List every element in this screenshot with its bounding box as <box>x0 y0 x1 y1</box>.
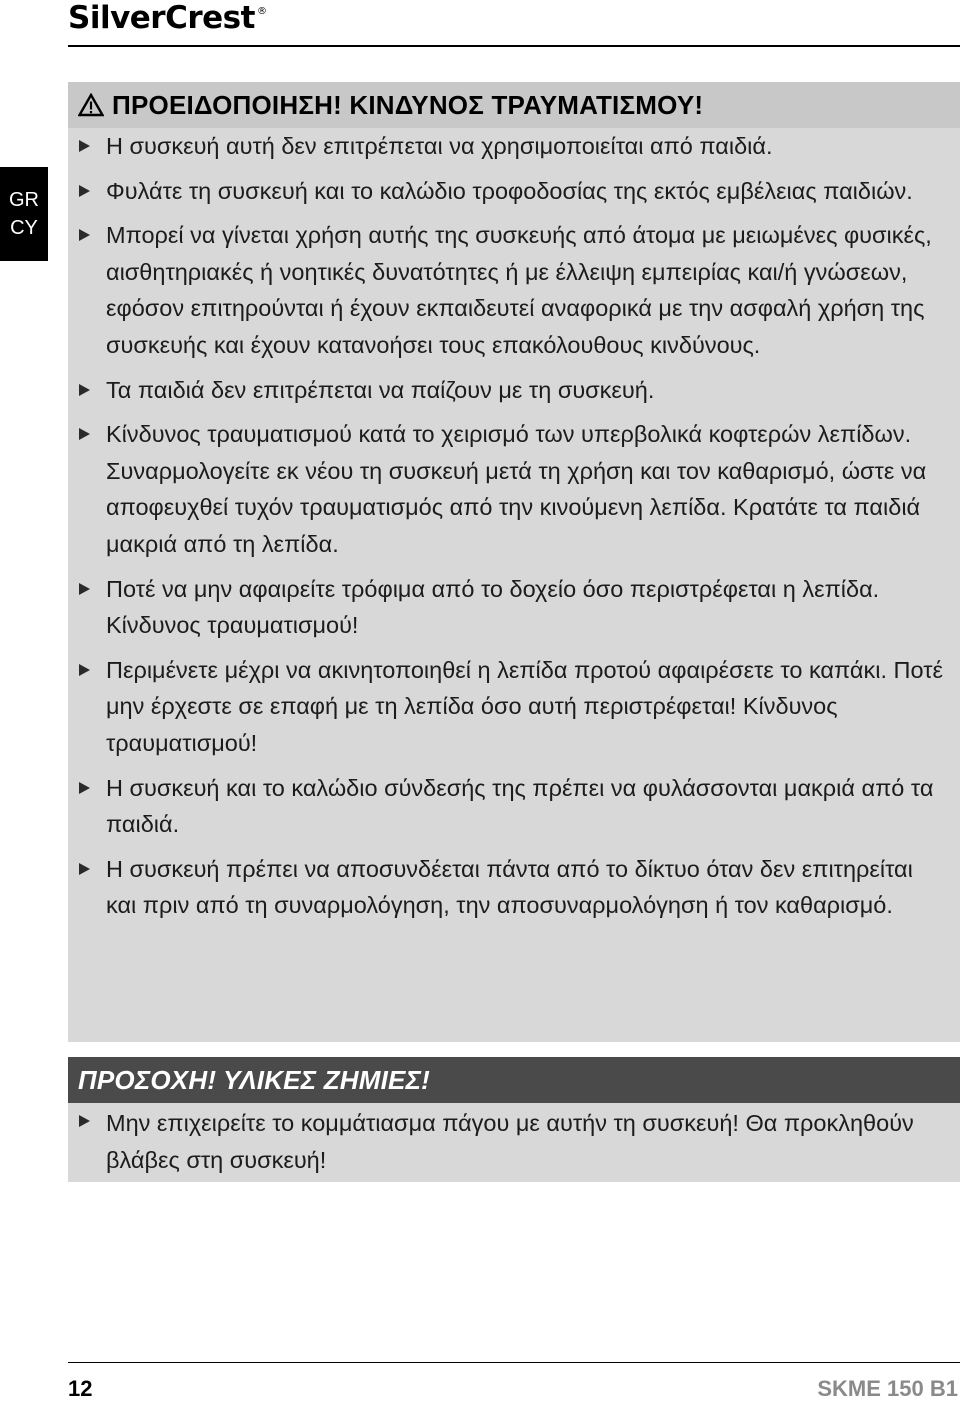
registered-mark: ® <box>256 6 267 17</box>
footer-divider <box>68 1362 960 1363</box>
page-number: 12 <box>68 1376 93 1401</box>
warning-triangle-icon <box>78 93 104 117</box>
bullet-arrow-icon <box>79 1115 90 1127</box>
list-item <box>68 416 960 562</box>
bullet-arrow-icon <box>79 185 90 197</box>
list-item-text: Η συσκευή πρέπει να αποσυνδέεται πάντα από το δίκτυο όταν δεν επιτηρείται και πριν από τη συναρμολόγηση, την αποσυναρμολόγηση ή τον καθαρισμό. <box>106 855 913 919</box>
list-item <box>68 770 960 843</box>
bullet-arrow-icon <box>79 384 90 396</box>
caution-heading: ΠΡΟΣΟΧΗ! ΥΛΙΚΕΣ ΖΗΜΙΕΣ! <box>78 1064 430 1095</box>
language-code-cy: CY <box>10 217 38 239</box>
list-item <box>68 1103 960 1178</box>
warning-heading: ΠΡΟΕΙΔΟΠΟΙΗΣΗ! ΚΙΝΔΥΝΟΣ ΤΡΑΥΜΑΤΙΣΜΟΥ! <box>112 89 704 120</box>
warning-section <box>68 82 960 1042</box>
list-item <box>68 173 960 210</box>
bullet-arrow-icon <box>79 863 90 875</box>
bullet-arrow-icon <box>79 428 90 440</box>
list-item-text: Μην επιχειρείτε το κομμάτιασμα πάγου με αυτήν τη συσκευή! Θα προκληθούν βλάβες στη συσκευή! <box>106 1110 914 1173</box>
list-item-text: Περιμένετε μέχρι να ακινητοποιηθεί η λεπίδα προτού αφαιρέσετε το καπάκι. Ποτέ μην έρχεστε σε επαφή με τη λεπίδα όσο αυτή περιστρέφεται! Κίνδυνος τραυματισμού! <box>106 656 943 756</box>
language-tab <box>0 167 48 261</box>
warning-heading-bar <box>68 82 960 128</box>
brand-logo <box>68 0 266 36</box>
list-item-text: Η συσκευή αυτή δεν επιτρέπεται να χρησιμοποιείται από παιδιά. <box>106 133 773 159</box>
brand-name: SilverCrest <box>68 0 255 36</box>
caution-section <box>68 1057 960 1182</box>
list-item-text: Τα παιδιά δεν επιτρέπεται να παίζουν με τη συσκευή. <box>106 376 655 403</box>
bullet-arrow-icon <box>79 782 90 794</box>
list-item-text: Κίνδυνος τραυματισμού κατά το χειρισμό των υπερβολικά κοφτερών λεπίδων. Συναρμολογείτε εκ νέου τη συσκευή μετά τη χρήση και τον καθαρισμό, ώστε να αποφευχθεί τυχόν τραυματισμός από την κινούμενη λεπίδα. Κρατάτε τα παιδιά μακριά από τη λεπίδα. <box>106 421 927 557</box>
caution-list <box>68 1103 960 1178</box>
bullet-arrow-icon <box>79 664 90 676</box>
bullet-arrow-icon <box>79 583 90 595</box>
list-item-text: Η συσκευή και το καλώδιο σύνδεσής της πρέπει να φυλάσσονται μακριά από τα παιδιά. <box>106 774 934 838</box>
warning-list <box>68 128 960 924</box>
list-item <box>68 652 960 762</box>
list-item-text: Ποτέ να μην αφαιρείτε τρόφιμα από το δοχείο όσο περιστρέφεται η λεπίδα. Κίνδυνος τραυματισμού! <box>106 575 880 639</box>
list-item <box>68 851 960 924</box>
list-item <box>68 128 960 165</box>
list-item <box>68 217 960 363</box>
model-number: SKME 150 B1 <box>817 1376 958 1401</box>
list-item-text: Φυλάτε τη συσκευή και το καλώδιο τροφοδοσίας της εκτός εμβέλειας παιδιών. <box>106 177 913 204</box>
list-item-text: Μπορεί να γίνεται χρήση αυτής της συσκευής από άτομα με μειωμένες φυσικές, αισθητηριακές ή νοητικές δυνατότητες ή με έλλειψη εμπειρίας και/ή γνώσεων, εφόσον επιτηρούνται ή έχουν εκπαιδευτεί αναφορικά με την ασφαλή χρήση της συσκευής και έχουν κατανοήσει τους επακόλουθους κινδύνους. <box>106 222 932 358</box>
list-item <box>68 372 960 409</box>
language-code-gr: GR <box>9 189 39 211</box>
header-divider <box>68 45 960 47</box>
bullet-arrow-icon <box>79 229 90 241</box>
list-item <box>68 571 960 644</box>
bullet-arrow-icon <box>79 140 90 152</box>
caution-heading-bar <box>68 1057 960 1103</box>
